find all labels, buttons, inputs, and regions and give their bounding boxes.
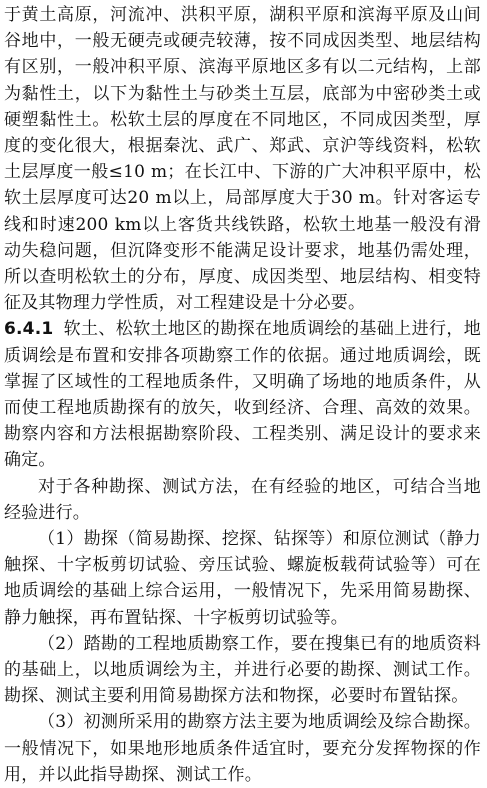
list-item-3: （3）初测所采用的勘察方法主要为地质调绘及综合勘探。一般情况下，如果地形地质条件适宜时，要充分发挥物探的作用，并以此指导勘探、测试工作。	[4, 712, 481, 785]
section-6-4-1	[4, 316, 481, 473]
section-text: 软土、松软土地区的勘探在地质调绘的基础上进行，地质调绘是布置和安排各项勘察工作的依据。通过地质调绘，既掌握了区域性的工程地质条件，又明确了场地的地质条件，从而使工程地质勘探有的放矢，收到经济、合理、高效的效果。勘察内容和方法根据勘察阶段、工程类别、满足设计的要求来确定。	[4, 319, 481, 471]
list-item-2: （2）踏勘的工程地质勘察工作，要在搜集已有的地质资料的基础上，以地质调绘为主，并进行必要的勘探、测试工作。勘探、测试主要利用简易勘探方法和物探，必要时布置钻探。	[4, 633, 481, 707]
paragraph-experience: 对于各种勘探、测试方法，在有经验的地区，可结合当地经验进行。	[4, 476, 481, 523]
section-number: 6.4.1	[4, 319, 54, 340]
list-item-1: （1）勘探（简易勘探、挖探、钻探等）和原位测试（静力触探、十字板剪切试验、旁压试验、螺旋板载荷试验等）可在地质调绘的基础上综合运用，一般情况下，先采用简易勘探、静力触探，再布置钻探、十字板剪切试验等。	[4, 529, 481, 628]
paragraph-soft-soil-description: 于黄土高原，河流冲、洪积平原，湖积平原和滨海平原及山间谷地中，一般无硬壳或硬壳较薄，按不同成因类型、地层结构有区别，一般冲积平原、滨海平原地区多有以二元结构，上部为黏性土，以下为黏性土与砂类土互层，底部为中密砂类土或硬塑黏性土。松软土层的厚度在不同地区，不同成因类型，厚度的变化很大，根据秦沈、武广、郑武、京沪等线资料，松软土层厚度一般≤10 m；在长江中、下游的广大冲积平原中，松软土层厚度可达20 m以上，局部厚度大于30 m。针对客运专线和时速200 km以上客货共线铁路，松软土地基一般没有滑动失稳问题，但沉降变形不能满足设计要求，地基仍需处理，所以查明松软土的分布，厚度、成因类型、地层结构、相变特征及其物理力学性质，对工程建设是十分必要。	[4, 5, 481, 314]
